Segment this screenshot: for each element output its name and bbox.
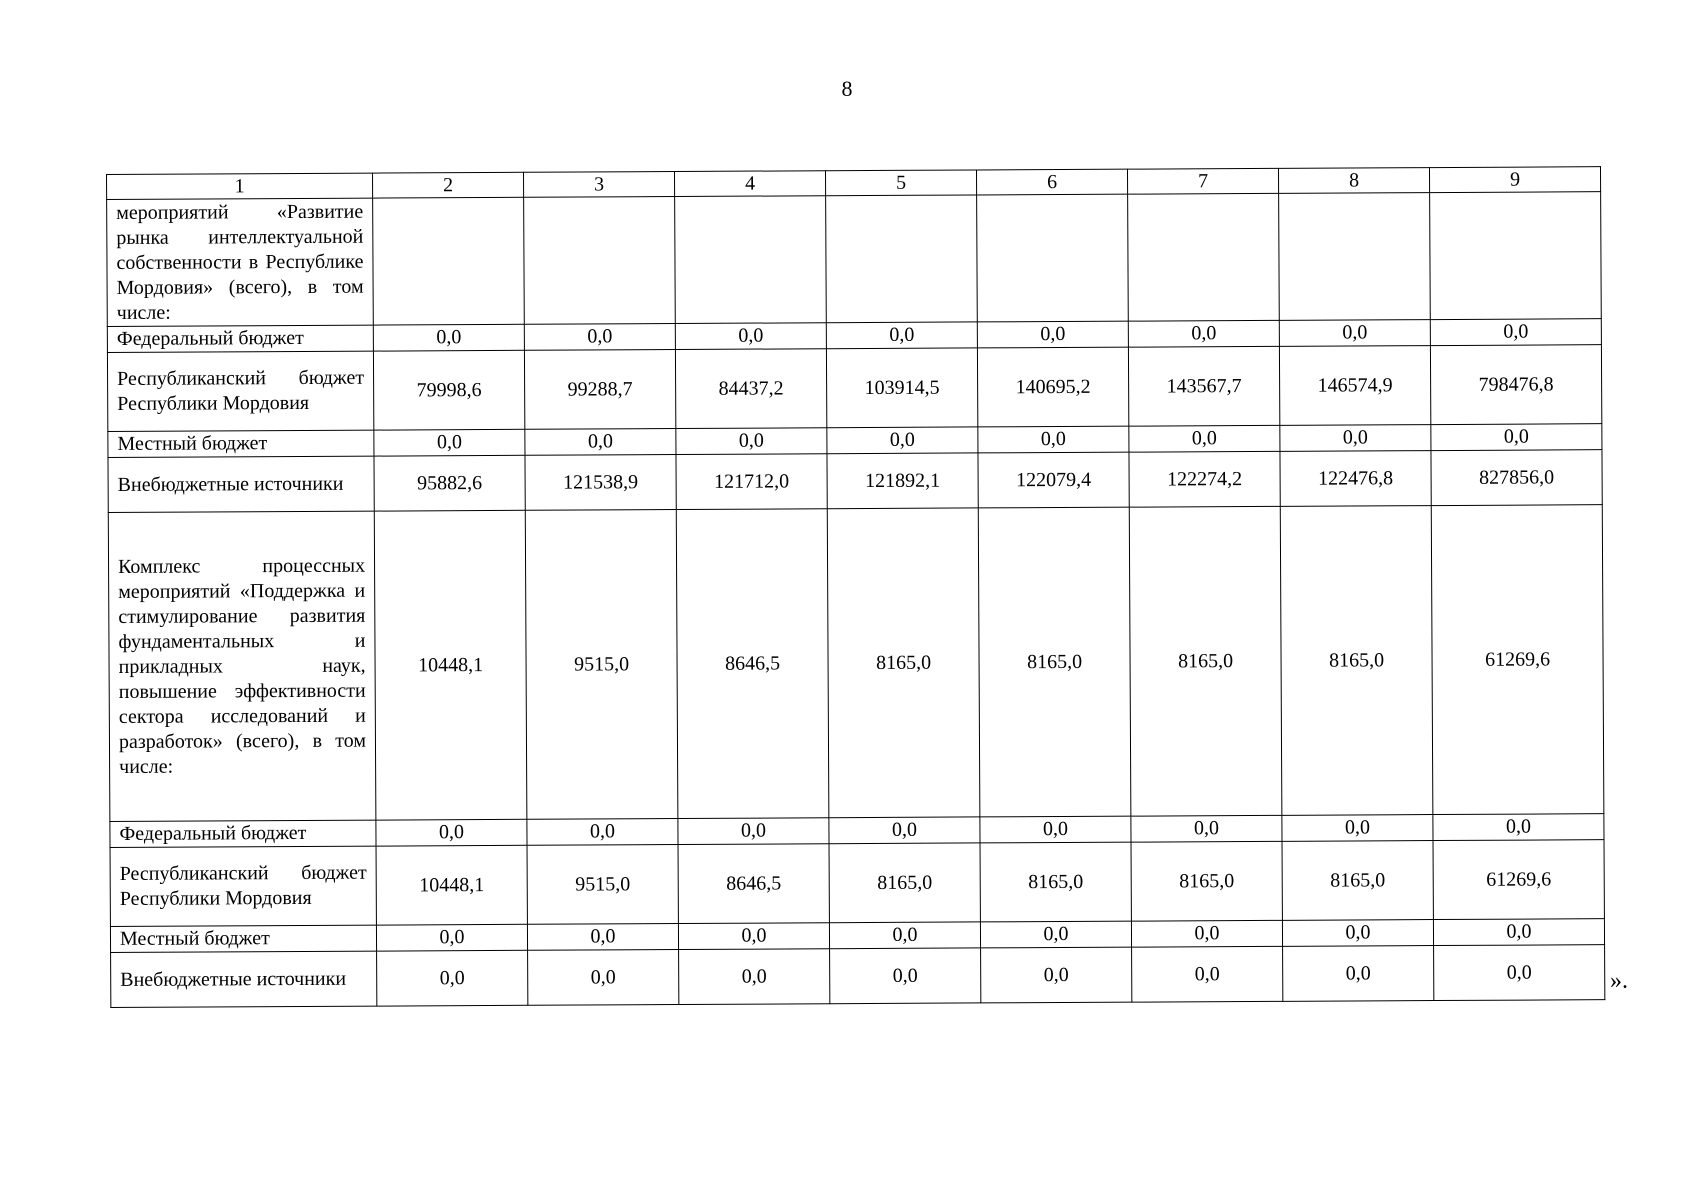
- table-cell: 122476,8: [1280, 451, 1431, 507]
- column-number-header: 9: [1429, 167, 1600, 193]
- table-cell: 827856,0: [1431, 450, 1602, 506]
- table-cell: [1128, 193, 1280, 321]
- table-cell: 0,0: [1279, 320, 1430, 347]
- table-cell: 8646,5: [678, 844, 829, 924]
- table-row-republican-budget: [110, 840, 1604, 927]
- row-label: мероприятий «Развитие рынка интеллектуальной собственности в Республике Мордовия» (всего), в том числе:: [107, 198, 374, 326]
- column-number-header: 6: [976, 169, 1127, 195]
- table-cell: 8165,0: [1129, 506, 1282, 816]
- table-row-section-ip-market: [107, 192, 1602, 327]
- row-label: Комплекс процессных мероприятий «Поддержка и стимулирование развития фундаментальных и прикладных наук, повышение эффективности сектора исследований и разработок» (всего), в том числе:: [108, 511, 376, 821]
- table-cell: 0,0: [1132, 946, 1283, 1002]
- table-cell: 121712,0: [676, 454, 827, 510]
- table-row-section-science-support: [108, 505, 1604, 822]
- table-cell: 0,0: [1283, 946, 1434, 1002]
- table-cell: 0,0: [1280, 425, 1431, 452]
- table-cell: 0,0: [827, 427, 978, 454]
- table-cell: 95882,6: [374, 455, 525, 511]
- table-cell: 8165,0: [829, 843, 980, 923]
- table-cell: 10448,1: [376, 845, 527, 925]
- table-cell: 0,0: [679, 949, 830, 1005]
- budget-table: [106, 166, 1605, 1008]
- column-number-header: 3: [523, 172, 674, 198]
- table-cell: [1430, 192, 1602, 320]
- table-cell: 0,0: [376, 924, 527, 951]
- table-cell: 0,0: [981, 947, 1132, 1003]
- table-cell: 9515,0: [527, 845, 678, 925]
- table-row-extrabudgetary: [111, 945, 1605, 1008]
- table-cell: 8165,0: [978, 507, 1131, 817]
- table-cell: 8646,5: [676, 509, 829, 819]
- table-cell: 0,0: [1434, 945, 1605, 1001]
- table-cell: 0,0: [678, 923, 829, 950]
- table-cell: 0,0: [829, 922, 980, 949]
- budget-table-body: [107, 167, 1605, 1008]
- table-cell: 8165,0: [1131, 841, 1282, 921]
- table-cell: 143567,7: [1128, 346, 1279, 426]
- table-cell: 0,0: [1128, 320, 1279, 347]
- table-cell: 0,0: [1129, 425, 1280, 452]
- table-cell: 0,0: [1131, 920, 1282, 947]
- table-cell: 0,0: [829, 817, 980, 844]
- row-label: Внебюджетные источники: [108, 456, 374, 512]
- table-cell: 0,0: [528, 950, 679, 1006]
- table-cell: 146574,9: [1279, 346, 1430, 426]
- table-cell: 0,0: [826, 322, 977, 349]
- table-cell: 0,0: [376, 819, 527, 846]
- table-cell: 0,0: [676, 428, 827, 455]
- page-number: 8: [841, 76, 853, 101]
- table-row-republican-budget: [107, 345, 1601, 432]
- table-cell: [977, 194, 1129, 322]
- table-cell: 0,0: [1431, 424, 1602, 451]
- table-cell: 0,0: [373, 324, 524, 351]
- table-cell: 61269,6: [1431, 505, 1604, 815]
- row-label: Республиканский бюджет Республики Мордовия: [110, 846, 376, 926]
- column-number-header: 2: [372, 172, 523, 198]
- table-cell: 0,0: [675, 323, 826, 350]
- table-cell: 0,0: [1282, 815, 1433, 842]
- budget-table-wrapper: [106, 166, 1604, 1008]
- table-cell: 8165,0: [1282, 841, 1433, 921]
- table-cell: 0,0: [977, 321, 1128, 348]
- table-cell: 99288,7: [524, 350, 675, 430]
- table-cell: 0,0: [525, 429, 676, 456]
- table-cell: 0,0: [978, 426, 1129, 453]
- table-cell: 8165,0: [827, 508, 980, 818]
- table-cell: 140695,2: [977, 347, 1128, 427]
- table-cell: 0,0: [1433, 814, 1604, 841]
- row-label: Федеральный бюджет: [110, 820, 376, 847]
- table-cell: 0,0: [1282, 920, 1433, 947]
- row-label: Республиканский бюджет Республики Мордовия: [107, 351, 373, 431]
- table-cell: 121892,1: [827, 453, 978, 509]
- table-cell: [373, 197, 525, 325]
- table-cell: 798476,8: [1430, 345, 1601, 425]
- table-cell: 103914,5: [826, 348, 977, 428]
- table-cell: 9515,0: [525, 510, 678, 820]
- table-cell: 0,0: [377, 950, 528, 1006]
- table-cell: 0,0: [524, 324, 675, 351]
- row-label: Местный бюджет: [108, 430, 374, 457]
- table-cell: 0,0: [527, 924, 678, 951]
- table-cell: 121538,9: [525, 455, 676, 511]
- table-cell: [524, 197, 676, 325]
- closing-quote-mark: ».: [1610, 968, 1628, 994]
- column-number-header: 7: [1127, 168, 1278, 194]
- column-number-header: 4: [674, 171, 825, 197]
- table-cell: [1279, 193, 1431, 321]
- table-cell: 0,0: [1131, 815, 1282, 842]
- table-row-extrabudgetary: [108, 450, 1602, 513]
- row-label: Федеральный бюджет: [107, 325, 373, 352]
- column-number-header: 8: [1278, 168, 1429, 194]
- table-cell: 0,0: [527, 819, 678, 846]
- table-cell: 0,0: [980, 921, 1131, 948]
- table-cell: 84437,2: [675, 349, 826, 429]
- table-cell: 122079,4: [978, 452, 1129, 508]
- row-label: Внебюджетные источники: [111, 951, 377, 1007]
- table-cell: 0,0: [374, 429, 525, 456]
- table-cell: 0,0: [1433, 919, 1604, 946]
- table-cell: 0,0: [678, 818, 829, 845]
- table-cell: [675, 196, 827, 324]
- table-cell: 8165,0: [980, 842, 1131, 922]
- table-cell: 122274,2: [1129, 451, 1280, 507]
- table-cell: 8165,0: [1280, 506, 1433, 816]
- column-number-header: 5: [825, 170, 976, 196]
- table-cell: 10448,1: [374, 510, 527, 820]
- column-number-header: 1: [107, 173, 373, 199]
- table-cell: 79998,6: [373, 350, 524, 430]
- table-cell: [826, 195, 978, 323]
- table-cell: 0,0: [980, 816, 1131, 843]
- table-cell: 0,0: [830, 948, 981, 1004]
- table-cell: 0,0: [1430, 319, 1601, 346]
- row-label: Местный бюджет: [110, 925, 376, 952]
- table-cell: 61269,6: [1433, 840, 1604, 920]
